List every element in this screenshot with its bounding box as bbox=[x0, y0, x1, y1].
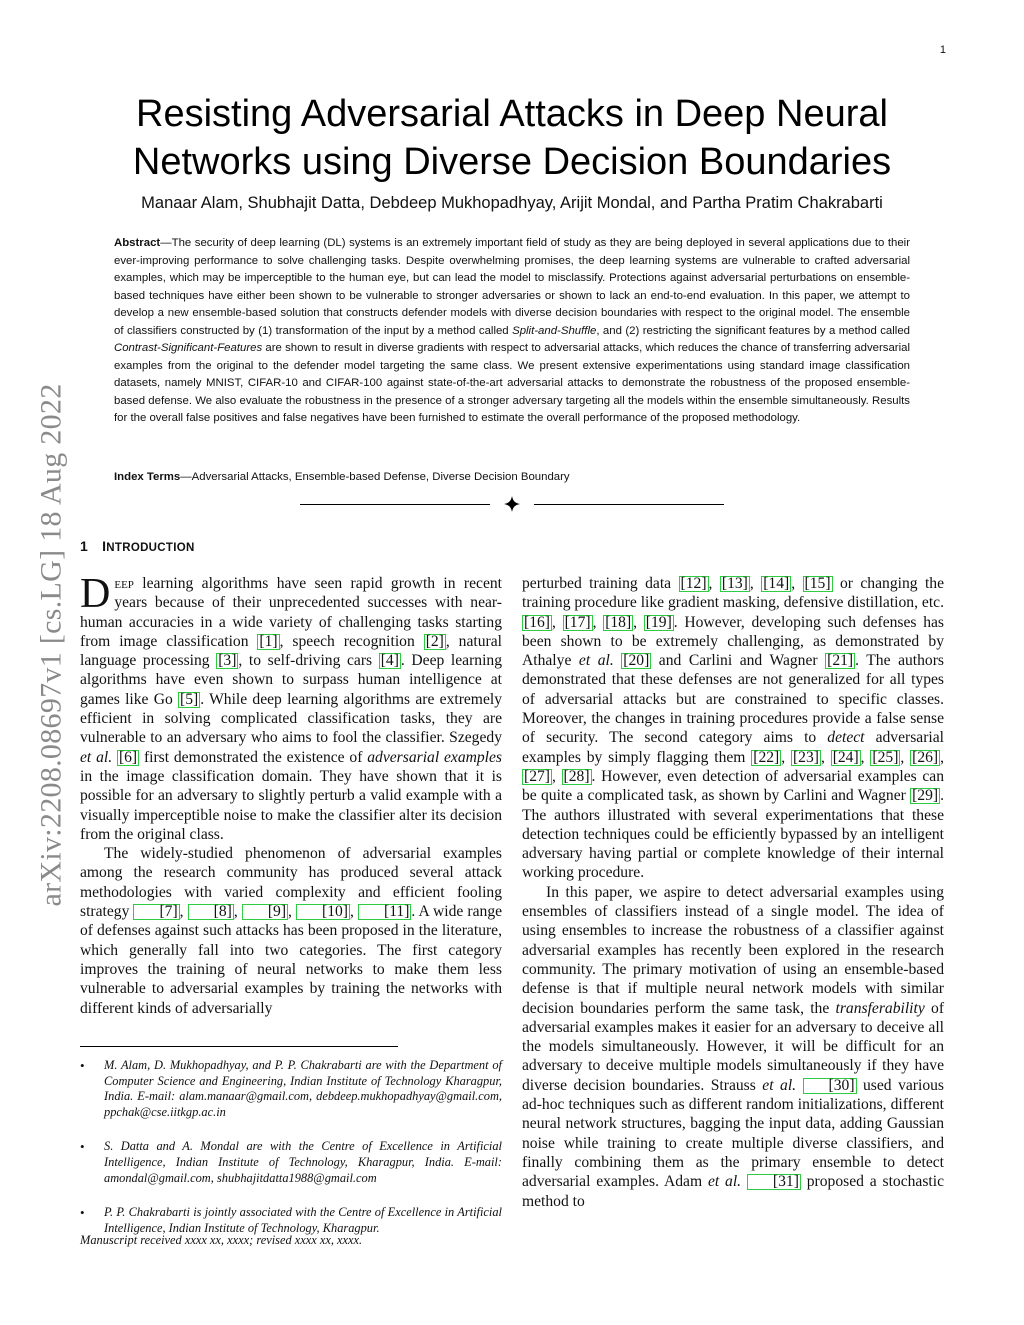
body-text: , bbox=[592, 613, 604, 631]
body-text: , bbox=[860, 748, 871, 766]
section-heading bbox=[80, 538, 195, 554]
abstract-text: are shown to result in diverse gradients with respect to adversarial attacks, which reduces the chance of transferring adversarial examples from the original to the defender model targeting the same class. We present extensive experimentations using standard image classification datasets, namely MNIST, CIFAR-10 and CIFAR-100 against state-of-the-art adversarial attacks to demonstrate the robustness of the proposed ensemble-based defense. We also evaluate the robustness in the presence of a stronger adversary targeting all the models within the ensemble simultaneously. Results for the overall false positives and false negatives have been furnished to estimate the overall performance of the proposed methodology. bbox=[114, 342, 910, 424]
index-terms-label: Index Terms bbox=[114, 471, 181, 483]
body-text: . However, even detection of adversarial examples can be quite a complicated task, as shown by Carlini and Wagner bbox=[522, 767, 944, 805]
body-text: , bbox=[749, 575, 762, 592]
body-text: used various ad-hoc techniques such as different random initializations, different neural network structures, bagging the input data, adding Gaussian noise while training to create multiple diverse classifiers, and finally combining them as the primary ensemble to detect adversarial examples. Adam bbox=[522, 1076, 944, 1191]
citation-link[interactable]: [5] bbox=[180, 690, 199, 708]
citation-link[interactable]: [25] bbox=[872, 748, 899, 766]
et-al-text: et al. bbox=[80, 748, 113, 766]
citation-link[interactable]: [4] bbox=[380, 652, 399, 670]
citation-link[interactable]: [29] bbox=[912, 787, 939, 805]
diamond-ornament-icon bbox=[504, 496, 520, 512]
paragraph bbox=[80, 571, 503, 844]
body-text: , bbox=[288, 903, 297, 921]
footnote-item bbox=[80, 1205, 502, 1236]
citation-link[interactable]: [22] bbox=[753, 748, 780, 766]
et-al-text: et al. bbox=[762, 1076, 797, 1094]
citation-link[interactable]: [9] bbox=[242, 904, 288, 920]
citation-link[interactable]: [8] bbox=[188, 904, 234, 920]
section-title-initial: I bbox=[102, 538, 107, 554]
body-text: , bbox=[781, 748, 791, 766]
citation-link[interactable]: [13] bbox=[721, 575, 748, 592]
body-text: or changing the training procedure like gradient masking, defensive distillation, etc. bbox=[522, 575, 945, 612]
citation-link[interactable]: [3] bbox=[218, 652, 237, 670]
emphasis-text: transferability bbox=[835, 999, 925, 1017]
abstract-text: —The security of deep learning (DL) systems is an extremely important field of study as they are being deployed in several applications due to their ever-improving performance to solve challenging tasks. Despite overwhelming promises, the deep learning systems are vulnerable to crafted adversarial examples, which may be imperceptible to the human eye, but can lead the model to misclassify. Protections against adversarial perturbations on ensemble-based techniques have either been shown to be vulnerable to stronger adversaries or shown to lack an end-to-end evaluation. In this paper, we attempt to develop a new ensemble-based solution that constructs defender models with diverse decision boundaries with respect to the original model. The ensemble of classifiers constructed by (1) transformation of the input by a method called bbox=[114, 237, 910, 337]
index-terms bbox=[114, 469, 910, 486]
citation-link[interactable]: [24] bbox=[832, 748, 859, 766]
footnote-text: P. P. Chakrabarti is jointly associated with the Centre of Excellence in Artificial Intelligence, Indian Institute of Technology, Kharagpur. bbox=[104, 1205, 502, 1235]
body-text: proposed a stochastic method to bbox=[522, 1173, 944, 1210]
body-text: , bbox=[350, 903, 358, 921]
paragraph bbox=[522, 574, 944, 883]
citation-link[interactable]: [20] bbox=[623, 652, 650, 670]
arxiv-stamp bbox=[28, 345, 74, 945]
body-text: , bbox=[551, 613, 563, 631]
left-column bbox=[80, 571, 503, 1018]
footnote-item bbox=[80, 1058, 502, 1120]
et-al-text: et al. bbox=[578, 652, 614, 670]
body-text: perturbed training data bbox=[522, 575, 679, 592]
paragraph bbox=[522, 883, 944, 1211]
citation-link[interactable]: [21] bbox=[827, 652, 854, 670]
body-text: and Carlini and Wagner bbox=[651, 652, 826, 670]
citation-link[interactable]: [7] bbox=[133, 904, 179, 920]
body-text: , speech recognition bbox=[279, 632, 424, 650]
body-text: adversarial examples by simply flagging them bbox=[522, 729, 944, 766]
body-text: , bbox=[940, 748, 945, 766]
divider-line bbox=[534, 504, 724, 505]
citation-link[interactable]: [1] bbox=[259, 632, 278, 650]
citation-link[interactable]: [2] bbox=[425, 632, 444, 650]
bullet-icon: • bbox=[80, 1205, 85, 1221]
page-number: 1 bbox=[939, 44, 946, 56]
citation-link[interactable]: [11] bbox=[358, 904, 411, 920]
index-terms-text: —Adversarial Attacks, Ensemble-based Defense, Diverse Decision Boundary bbox=[180, 471, 570, 483]
author-list: Manaar Alam, Shubhajit Datta, Debdeep Mukhopadhyay, Arijit Mondal, and Partha Pratim Chakrabarti bbox=[141, 194, 883, 212]
citation-link[interactable]: [18] bbox=[605, 613, 632, 631]
emphasis-text: detect bbox=[827, 729, 865, 747]
section-number: 1 bbox=[80, 538, 89, 554]
body-text: in the image classification domain. They have shown that it is possible for an adversary to slightly perturb a valid example with a visually imperceptible noise to make the classifier alter its decision from the original class. bbox=[80, 767, 502, 843]
body-text: , bbox=[179, 903, 188, 921]
abstract-term: Split-and-Shuffle bbox=[512, 324, 597, 337]
citation-link[interactable]: [26] bbox=[912, 748, 939, 766]
body-text: , to self-driving cars bbox=[238, 652, 379, 670]
citation-link[interactable]: [6] bbox=[118, 748, 138, 766]
body-text: . While deep learning algorithms are extremely efficient in solving complicated classification tasks, they are vulnerable to an adversary who aims to fool the classifier. Szegedy bbox=[80, 690, 502, 747]
body-text: learning algorithms have seen rapid growth in recent years because of their unprecedented successes with near-human accuracies in a wide variety of challenging tasks starting from image classification bbox=[80, 575, 502, 650]
citation-link[interactable]: [16] bbox=[524, 613, 550, 631]
citation-link[interactable]: [15] bbox=[804, 575, 831, 592]
body-text: . Deep learning algorithms have even shown to surpass human intelligence at games like Go bbox=[80, 652, 503, 708]
bullet-icon: • bbox=[80, 1139, 85, 1155]
manuscript-note: Manuscript received xxxx xx, xxxx; revised xxxx xx, xxxx. bbox=[80, 1233, 363, 1247]
body-text: of adversarial examples makes it easier for an adversary to deceive all the models simultaneously. However, it will be difficult for an adversary to deceive multiple models simultaneously if they have diverse decision boundaries. Strauss bbox=[522, 999, 945, 1094]
emphasis-text: adversarial examples bbox=[367, 748, 502, 766]
citation-link[interactable]: [14] bbox=[763, 575, 790, 592]
body-text: . The authors demonstrated that these defenses are not generalized for all types of adversarial attacks but are constrained to specific classes. Moreover, the changes in training procedures provide a false sense of security. The second category aims to bbox=[522, 652, 944, 747]
abstract bbox=[114, 235, 910, 428]
footnote-rule bbox=[80, 1046, 398, 1047]
body-text: . The authors illustrated with several experimentations that these detection techniques could be efficiently bypassed by an intelligent adversary having partial or complete knowledge of their internal working procedure. bbox=[522, 787, 944, 882]
citation-link[interactable]: [19] bbox=[645, 613, 672, 631]
paper-title: Resisting Adversarial Attacks in Deep Neural Networks using Diverse Decision Boundaries bbox=[132, 93, 892, 183]
citation-link[interactable]: [12] bbox=[680, 575, 707, 592]
small-caps-text: eep bbox=[114, 575, 134, 592]
body-text: The widely-studied phenomenon of adversarial examples among the research community has produced several attack methodologies with varied complexity and efficient fooling strategy bbox=[80, 845, 502, 921]
citation-link[interactable]: [28] bbox=[563, 767, 590, 785]
body-text bbox=[614, 652, 622, 669]
footnotes bbox=[80, 1058, 502, 1255]
divider-line bbox=[300, 504, 490, 505]
body-text: , bbox=[791, 575, 803, 592]
citation-link[interactable]: [10] bbox=[296, 904, 350, 920]
body-text: In this paper, we aspire to detect adversarial examples using ensembles of classifiers instead of a single model. The idea of using ensembles to increase the robustness of a classifier against adversarial examples has recently been explored in the research community. The primary motivation of using an ensemble-based defense is that if multiple neural network models with similar decision boundaries perform the same task, the bbox=[522, 883, 944, 1017]
abstract-term: Contrast-Significant-Features bbox=[114, 342, 263, 354]
footnote-text: M. Alam, D. Mukhopadhyay, and P. P. Chakrabarti are with the Department of Computer Science and Engineering, Indian Institute of Technology Kharagpur, India. E-mail: alam.manaar@gmail.com, debdeep.mukhopadhyay@gmail.com, ppchak@cse.iitkgp.ac.in bbox=[104, 1058, 502, 1119]
citation-link[interactable]: [23] bbox=[792, 748, 819, 766]
abstract-label: Abstract bbox=[114, 237, 161, 249]
footnote-text: S. Datta and A. Mondal are with the Centre of Excellence in Artificial Intelligence, Indian Institute of Technology, Kharagpur, India. E-mail: amondal@gmail.com, shubhajitdatta1988@gmail.com bbox=[104, 1139, 502, 1185]
citation-link[interactable]: [31] bbox=[747, 1174, 801, 1190]
citation-link[interactable]: [30] bbox=[803, 1078, 857, 1094]
citation-link[interactable]: [27] bbox=[524, 767, 550, 785]
body-text: . However, developing such defenses has been shown to be extremely challenging, as demonstrated by Athalye bbox=[522, 613, 944, 670]
abstract-text: , and (2) restricting the significant features by a method called bbox=[596, 324, 910, 337]
arxiv-stamp-text: arXiv:2208.08697v1 [cs.LG] 18 Aug 2022 bbox=[34, 383, 68, 907]
drop-cap: D bbox=[80, 571, 111, 617]
right-column bbox=[522, 574, 944, 1211]
body-text: , bbox=[708, 575, 720, 592]
body-text: , bbox=[900, 748, 911, 766]
body-text: , natural language processing bbox=[80, 632, 502, 670]
body-text: , bbox=[820, 748, 831, 766]
body-text: , bbox=[551, 767, 562, 785]
paragraph bbox=[80, 844, 502, 1018]
bullet-icon: • bbox=[80, 1058, 85, 1073]
section-title-rest: NTRODUCTION bbox=[106, 542, 195, 554]
footnote-item bbox=[80, 1139, 502, 1186]
body-text: , bbox=[233, 903, 242, 921]
citation-link[interactable]: [17] bbox=[564, 613, 591, 631]
section-divider bbox=[300, 495, 724, 515]
et-al-text: et al. bbox=[707, 1173, 742, 1191]
body-text: , bbox=[633, 613, 644, 631]
body-text: first demonstrated the existence of bbox=[139, 748, 368, 766]
body-text: . A wide range of defenses against such attacks has been proposed in the literature, which generally fall into two categories. The first category improves the training of neural networks to make them less vulnerable to adversarial examples by training the networks with different kinds of adversarially bbox=[80, 903, 503, 1017]
